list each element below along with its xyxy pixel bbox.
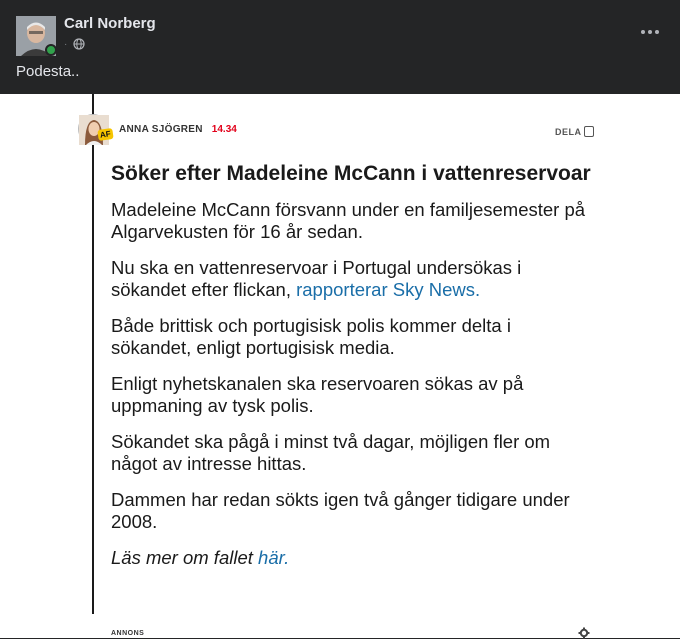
post-text: Podesta.. [16, 63, 80, 80]
ad-label: ANNONS [111, 630, 145, 637]
article-byline [78, 114, 237, 144]
af-badge: AF [97, 128, 113, 141]
read-more-text: Läs mer om fallet [111, 547, 259, 568]
more-horizontal-icon [648, 30, 652, 34]
author-avatar[interactable] [16, 16, 56, 56]
more-horizontal-icon [641, 30, 645, 34]
article-paragraph: Både brittisk och portugisisk polis kommer delta i sökandet, enligt portugisisk media. [111, 315, 511, 358]
share-button [555, 126, 594, 137]
post-timestamp[interactable]: · [64, 38, 69, 50]
paragraph-text: Nu ska en vattenreservoar i Portugal undersökas i sökandet efter flickan, [111, 257, 522, 300]
read-more-link: här. [258, 547, 290, 568]
read-more [111, 547, 591, 569]
article-paragraph: Dammen har redan sökts igen två gånger tidigare under 2008. [111, 489, 570, 532]
share-label: DELA [555, 126, 582, 137]
article-paragraph: Madeleine McCann försvann under en familjesemester på Algarvekusten för 16 år sedan. [111, 199, 586, 242]
journalist-photo [78, 114, 112, 144]
article-paragraph: Enligt nyhetskanalen ska reservoaren sökas av på uppmaning av tysk polis. [111, 373, 524, 416]
journalist-name: ANNA SJÖGREN [119, 123, 203, 135]
post-meta [64, 38, 85, 50]
copy-icon [584, 126, 594, 137]
sky-news-link: rapporterar Sky News. [296, 279, 481, 300]
post-image[interactable] [0, 94, 680, 638]
article-paragraph [111, 257, 591, 301]
more-horizontal-icon [655, 30, 659, 34]
article-paragraph: Sökandet ska pågå i minst två dagar, möjligen fler om något av intresse hittas. [111, 431, 551, 474]
article-divider-line [92, 94, 94, 614]
online-status-dot [45, 44, 57, 56]
article-time: 14.34 [211, 123, 237, 135]
article-headline: Söker efter Madeleine McCann i vattenreservoar [111, 162, 591, 185]
globe-icon[interactable] [73, 38, 85, 50]
gear-icon [578, 627, 590, 639]
article-body [111, 160, 591, 569]
post-header [0, 0, 680, 94]
more-options-button[interactable] [638, 22, 662, 42]
author-name[interactable]: Carl Norberg [64, 15, 156, 32]
